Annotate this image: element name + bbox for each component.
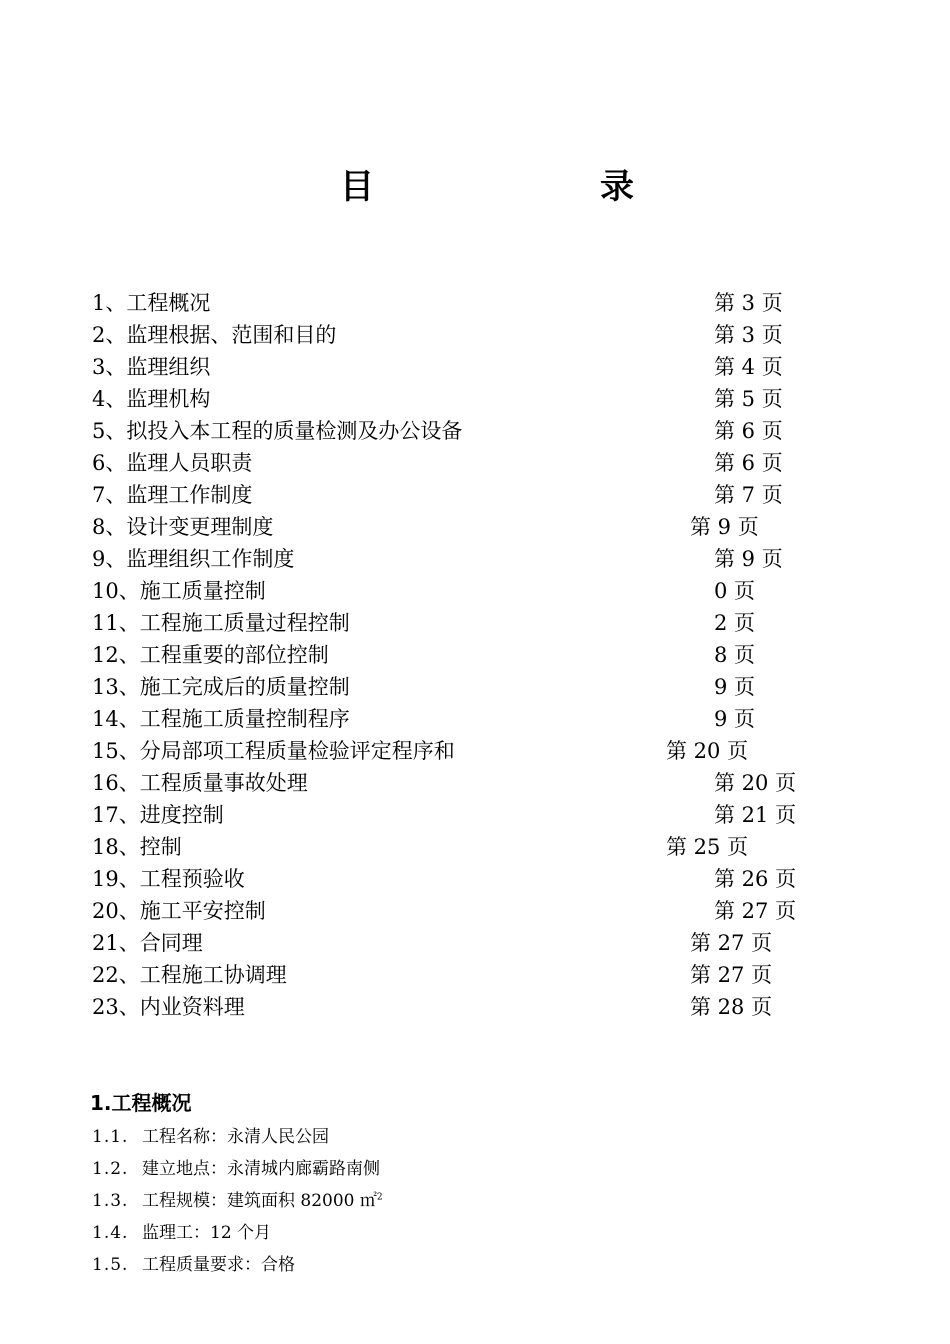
toc-entry-label: 1、工程概况 (92, 291, 211, 315)
toc-entry-page: 第 9 页 (714, 547, 783, 571)
table-of-contents (92, 287, 852, 1023)
toc-entry-label: 14、工程施工质量控制程序 (92, 707, 350, 731)
toc-entry[interactable] (92, 863, 852, 895)
toc-entry-label: 6、监理人员职责 (92, 451, 253, 475)
toc-entry[interactable] (92, 927, 852, 959)
toc-entry-label: 18、控制 (92, 835, 182, 859)
detail-item (92, 1153, 852, 1185)
toc-entry-label: 15、分局部项工程质量检验评定程序和 (92, 739, 455, 763)
toc-entry[interactable] (92, 287, 852, 319)
toc-entry-page: 第 9 页 (690, 515, 759, 539)
section-heading: 1.工程概况 (90, 1091, 192, 1115)
detail-item-number: 1.4. (92, 1223, 129, 1243)
toc-entry-page: 第 21 页 (714, 803, 797, 827)
detail-item-number: 1.3. (92, 1191, 129, 1211)
toc-entry-page: 第 27 页 (690, 931, 773, 955)
detail-item-number: 1.5. (92, 1255, 129, 1275)
toc-entry-page: 第 28 页 (690, 995, 773, 1019)
toc-entry-label: 21、合同理 (92, 931, 203, 955)
toc-entry[interactable] (92, 703, 852, 735)
toc-entry-label: 8、设计变更理制度 (92, 515, 274, 539)
detail-item-number: 1.2. (92, 1159, 129, 1179)
toc-entry-label: 4、监理机构 (92, 387, 211, 411)
detail-item-text: 工程规模：建筑面积 82000 ㎡ (142, 1191, 377, 1211)
toc-entry[interactable] (92, 383, 852, 415)
toc-entry-label: 10、施工质量控制 (92, 579, 266, 603)
detail-item (92, 1217, 852, 1249)
toc-entry-label: 20、施工平安控制 (92, 899, 266, 923)
toc-entry-page: 第 27 页 (690, 963, 773, 987)
page-title (0, 162, 950, 212)
toc-entry-page: 2 页 (714, 611, 756, 635)
detail-item (92, 1121, 852, 1153)
detail-item-text: 监理工：12 个月 (142, 1223, 272, 1243)
toc-entry[interactable] (92, 831, 852, 863)
detail-item (92, 1249, 852, 1281)
toc-entry-label: 12、工程重要的部位控制 (92, 643, 329, 667)
title-char-2: 录 (600, 167, 634, 207)
toc-entry[interactable] (92, 543, 852, 575)
toc-entry-page: 第 6 页 (714, 451, 783, 475)
toc-entry[interactable] (92, 319, 852, 351)
toc-entry[interactable] (92, 351, 852, 383)
toc-entry-page: 第 3 页 (714, 291, 783, 315)
toc-entry-page: 第 26 页 (714, 867, 797, 891)
toc-entry-page: 8 页 (714, 643, 756, 667)
toc-entry-label: 3、监理组织 (92, 355, 211, 379)
detail-item-number: 1.1. (92, 1127, 129, 1147)
toc-entry-page: 第 5 页 (714, 387, 783, 411)
toc-entry[interactable] (92, 991, 852, 1023)
toc-entry-label: 9、监理组织工作制度 (92, 547, 295, 571)
toc-entry[interactable] (92, 607, 852, 639)
toc-entry[interactable] (92, 479, 852, 511)
toc-entry-label: 16、工程质量事故处理 (92, 771, 308, 795)
toc-entry-page: 第 20 页 (666, 739, 749, 763)
detail-item-text: 工程名称：永清人民公园 (142, 1127, 329, 1147)
toc-entry-label: 23、内业资料理 (92, 995, 245, 1019)
superscript: 2 (376, 1192, 383, 1203)
toc-entry[interactable] (92, 799, 852, 831)
toc-entry[interactable] (92, 959, 852, 991)
toc-entry[interactable] (92, 767, 852, 799)
toc-entry-page: 第 4 页 (714, 355, 783, 379)
toc-entry[interactable] (92, 511, 852, 543)
toc-entry[interactable] (92, 895, 852, 927)
toc-entry[interactable] (92, 575, 852, 607)
detail-item-text: 建立地点：永清城内廊霸路南侧 (142, 1159, 380, 1179)
toc-entry-page: 9 页 (714, 675, 756, 699)
toc-entry-page: 第 7 页 (714, 483, 783, 507)
toc-entry-label: 5、拟投入本工程的质量检测及办公设备 (92, 419, 463, 443)
detail-item-text: 工程质量要求：合格 (142, 1255, 295, 1275)
toc-entry-page: 第 25 页 (666, 835, 749, 859)
toc-entry[interactable] (92, 639, 852, 671)
toc-entry[interactable] (92, 447, 852, 479)
toc-entry[interactable] (92, 415, 852, 447)
toc-entry-label: 7、监理工作制度 (92, 483, 253, 507)
toc-entry-label: 17、进度控制 (92, 803, 224, 827)
toc-entry-label: 19、工程预验收 (92, 867, 245, 891)
toc-entry-page: 第 6 页 (714, 419, 783, 443)
toc-entry-page: 第 3 页 (714, 323, 783, 347)
toc-entry[interactable] (92, 735, 852, 767)
toc-entry-label: 11、工程施工质量过程控制 (92, 611, 350, 635)
toc-entry-label: 22、工程施工协调理 (92, 963, 287, 987)
toc-entry-page: 第 27 页 (714, 899, 797, 923)
project-details (92, 1121, 852, 1281)
toc-entry-label: 13、施工完成后的质量控制 (92, 675, 350, 699)
toc-entry-page: 9 页 (714, 707, 756, 731)
toc-entry-page: 0 页 (714, 579, 756, 603)
toc-entry[interactable] (92, 671, 852, 703)
toc-entry-label: 2、监理根据、范围和目的 (92, 323, 337, 347)
detail-item (92, 1185, 852, 1217)
toc-entry-page: 第 20 页 (714, 771, 797, 795)
title-char-1: 目 (340, 167, 374, 207)
